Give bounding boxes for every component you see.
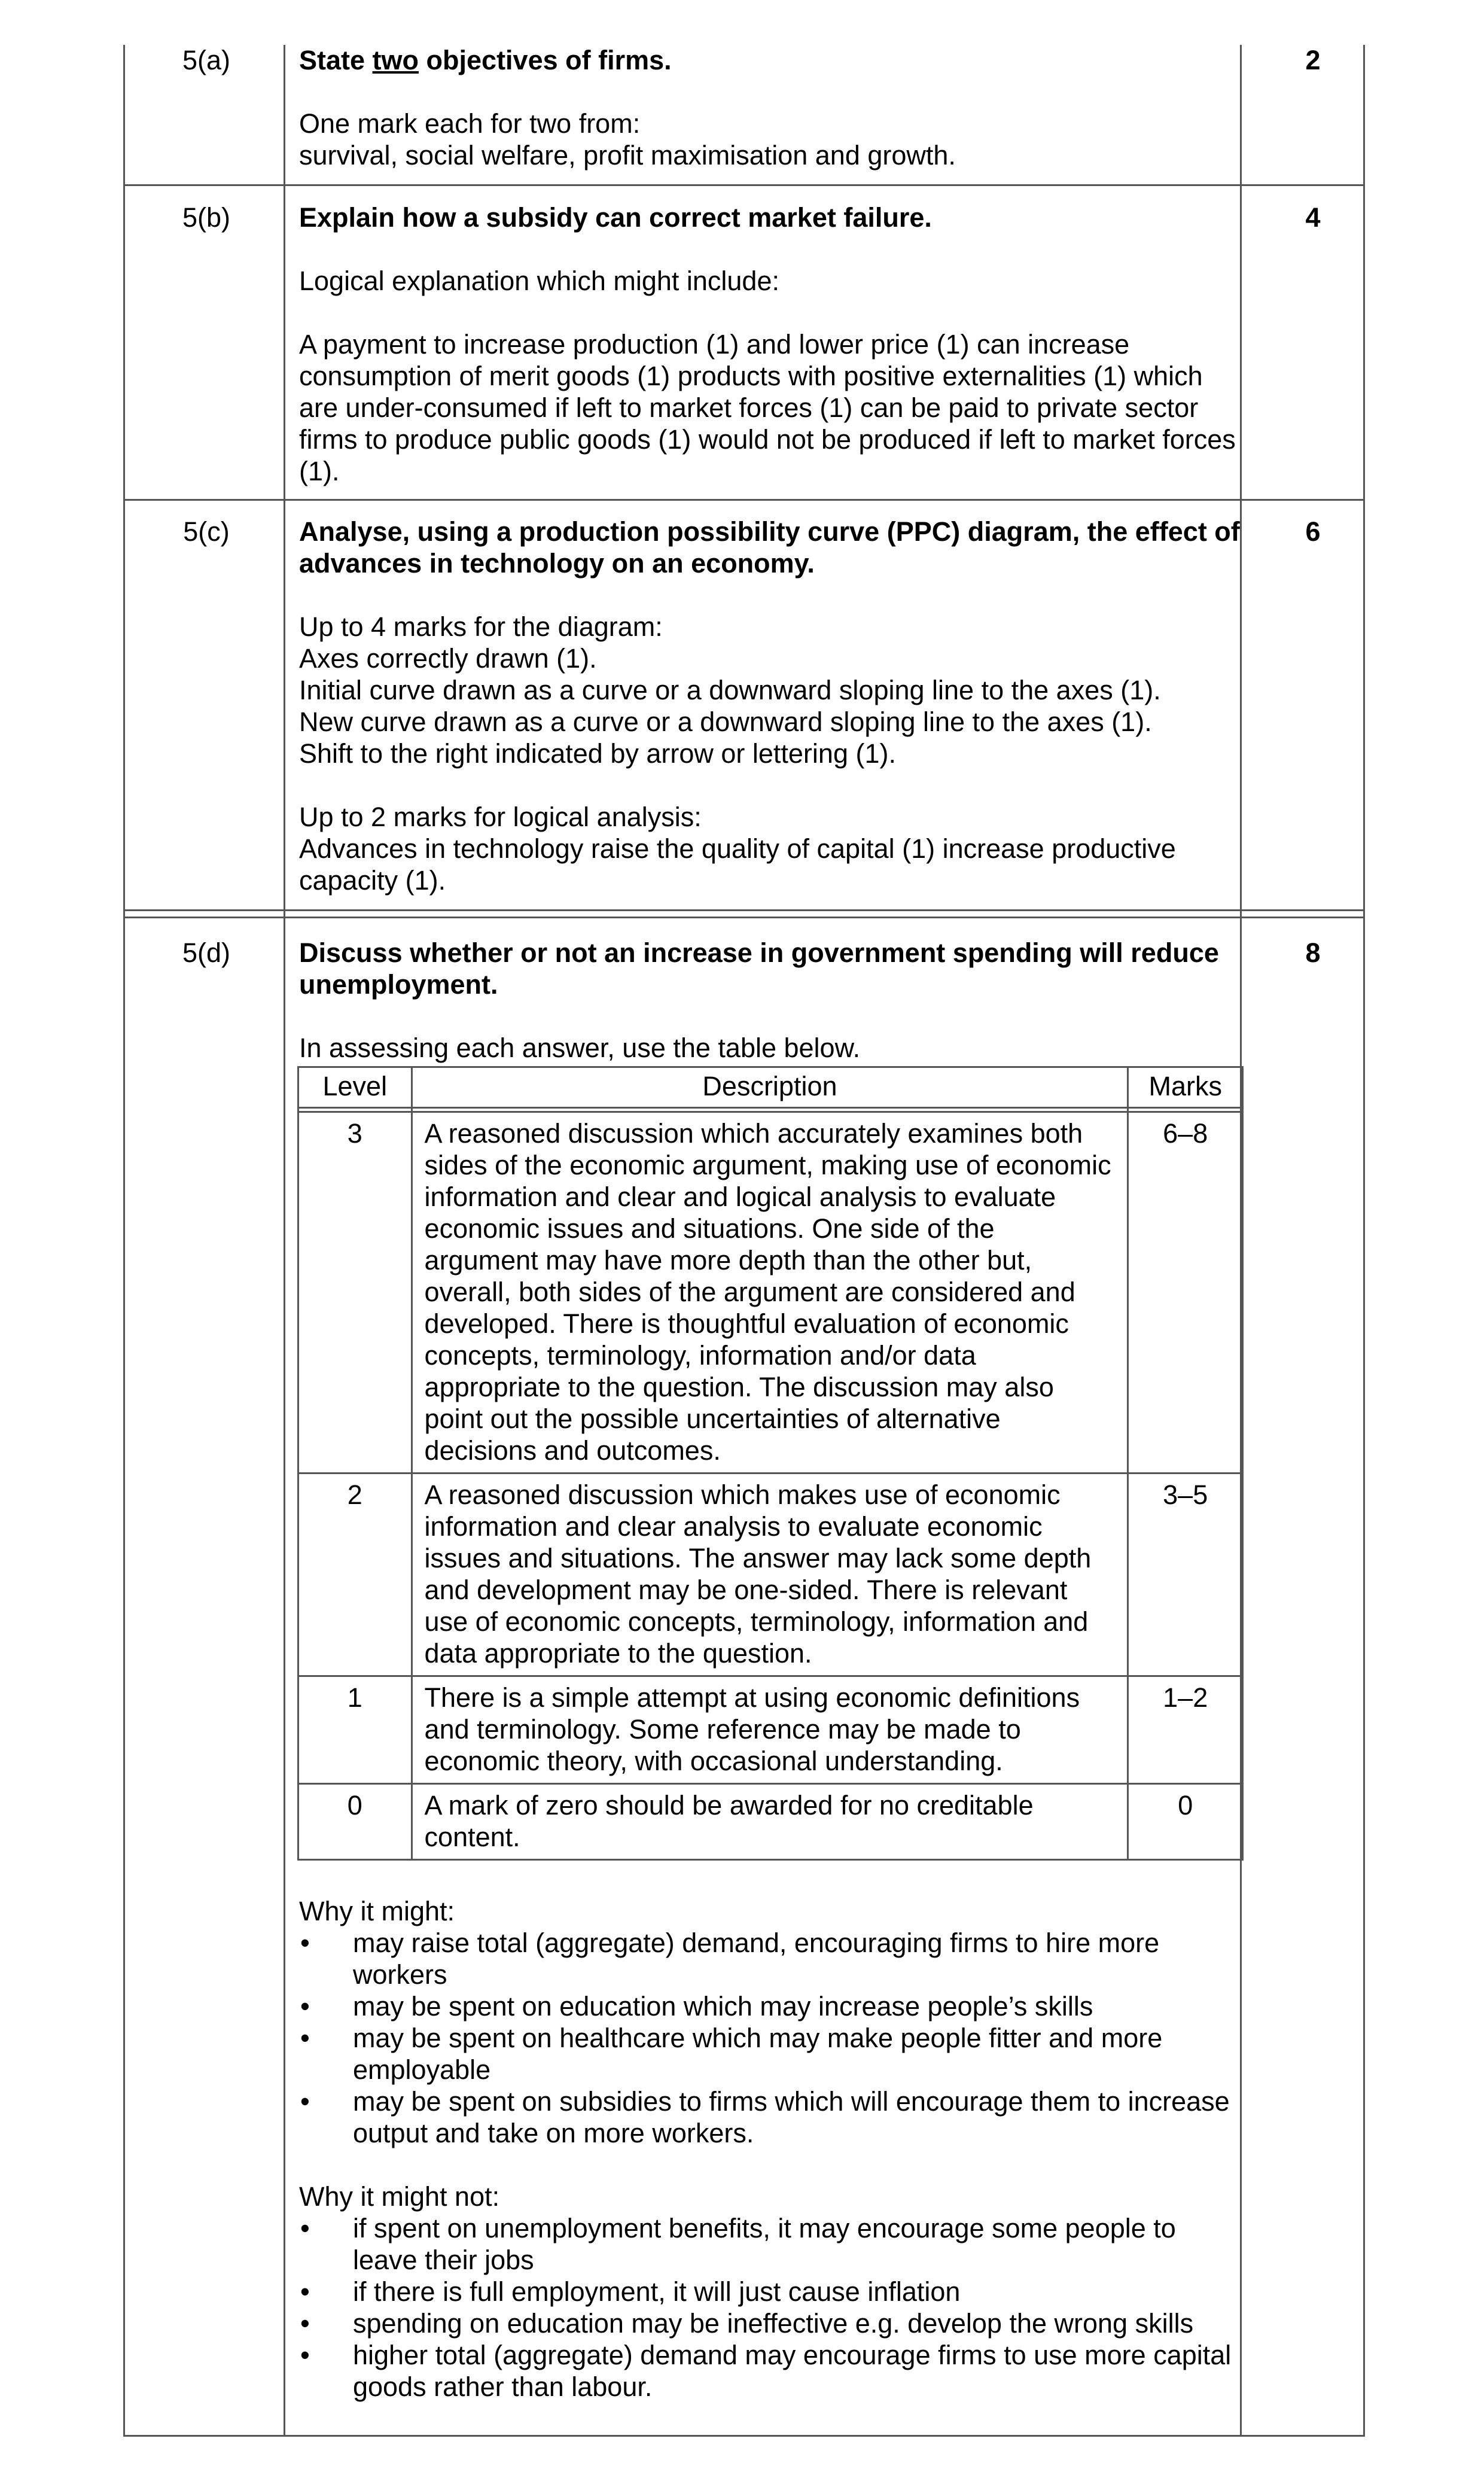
answer-5c-analysis: Advances in technology raise the quality of capital (1) increase productive capacity (1). [299,833,1176,896]
table-border-col1 [284,45,285,2437]
list-item: • higher total (aggregate) demand may encourage firms to use more capital goods rather than labour. [299,2339,1244,2403]
marks-cell: 1–2 [1128,1676,1243,1784]
table-border-bottom [123,2435,1365,2437]
marks-cell: 6–8 [1128,1112,1243,1474]
table-row [298,1474,1243,1676]
table-row [298,1112,1243,1474]
answer-5c-diagram-heading: Up to 4 marks for the diagram: [299,611,663,642]
description-cell: A mark of zero should be awarded for no creditable content. [412,1784,1128,1860]
answer-5a-line-1: One mark each for two from: [299,108,641,139]
marks-5c: 6 [1305,516,1321,547]
list-item: • if spent on unemployment benefits, it may encourage some people to leave their jobs [299,2212,1244,2276]
header-description: Description [412,1067,1128,1108]
list-item: • may be spent on education which may increase people’s skills [299,1990,1244,2022]
answer-5c-diagram-point: New curve drawn as a curve or a downward sloping line to the axes (1). [299,707,1152,737]
level-cell: 2 [298,1474,412,1676]
list-item: • may be spent on subsidies to firms which will encourage them to increase output and take on more workers. [299,2086,1244,2149]
list-item: • may be spent on healthcare which may make people fitter and more employable [299,2022,1244,2086]
row-divider-5a-5b [123,184,1365,186]
question-number-5d: 5(d) [182,937,231,968]
row-divider-5c-5d-1 [123,909,1365,911]
marks-cell: 0 [1128,1784,1243,1860]
marks-5a: 2 [1305,45,1321,75]
description-cell: A reasoned discussion which makes use of economic information and clear analysis to evaluate economic issues and situations. The answer may lack some depth and development may be one-sided. There is relevant use of economic concepts, terminology, information and data appropriate to the question. [412,1474,1128,1676]
answer-5c-diagram-point: Axes correctly drawn (1). [299,643,597,674]
answer-5b-intro: Logical explanation which might include: [299,266,779,296]
answer-5b-body: A payment to increase production (1) and lower price (1) can increase consumption of merit goods (1) products with positive externalities (1) which are under-consumed if left to market forces (1) can be paid to private sector firms to produce public goods (1) would not be produced if left to market forces (1). [299,329,1236,486]
marks-cell: 3–5 [1128,1474,1243,1676]
marks-5b: 4 [1305,202,1321,233]
why-might-list [299,1927,1244,2149]
table-row [298,1784,1243,1860]
question-number-5a: 5(a) [182,45,231,75]
list-item: • may raise total (aggregate) demand, encouraging firms to hire more workers [299,1927,1244,1990]
row-divider-5c-5d-2 [123,917,1365,918]
row-divider-5b-5c [123,499,1365,501]
answer-5a [299,44,1244,171]
answer-5c-analysis-heading: Up to 2 marks for logical analysis: [299,802,702,832]
level-cell: 1 [298,1676,412,1784]
question-number-5b: 5(b) [182,202,231,233]
list-item: • spending on education may be ineffective e.g. develop the wrong skills [299,2307,1244,2339]
why-might-not-list [299,2212,1244,2403]
table-border-left [123,45,125,2437]
question-number-5c: 5(c) [183,516,230,547]
question-5d-block [299,937,1244,1064]
answer-5c [299,516,1244,896]
header-marks: Marks [1128,1067,1243,1108]
list-item: • if there is full employment, it will just cause inflation [299,2276,1244,2307]
why-might-not-heading: Why it might not: [299,2181,500,2212]
table-border-right [1363,45,1365,2437]
level-cell: 3 [298,1112,412,1474]
answer-5b [299,202,1244,487]
question-5d: Discuss whether or not an increase in government spending will reduce unemployment. [299,937,1219,1000]
marks-5d: 8 [1305,937,1321,968]
level-cell: 0 [298,1784,412,1860]
question-5a: State two objectives of firms. [299,45,672,75]
description-cell: There is a simple attempt at using economic definitions and terminology. Some reference may be made to economic theory, with occasional understanding. [412,1676,1128,1784]
answer-5d-discussion [299,1895,1244,2403]
question-5c: Analyse, using a production possibility curve (PPC) diagram, the effect of advances in technology on an economy. [299,516,1240,579]
level-descriptor-table [297,1066,1244,1861]
answer-5c-diagram-point: Initial curve drawn as a curve or a downward sloping line to the axes (1). [299,675,1161,705]
table-row [298,1676,1243,1784]
answer-5a-line-2: survival, social welfare, profit maximisation and growth. [299,140,956,171]
description-cell: A reasoned discussion which accurately examines both sides of the economic argument, making use of economic information and clear and logical analysis to evaluate economic issues and situations. One side of the argument may have more depth than the other but, overall, both sides of the argument are considered and developed. There is thoughtful evaluation of economic concepts, terminology, information and/or data appropriate to the question. The discussion may also point out the possible uncertainties of alternative decisions and outcomes. [412,1112,1128,1474]
table-intro: In assessing each answer, use the table below. [299,1033,861,1063]
header-level: Level [298,1067,412,1108]
table-header-row [298,1067,1243,1108]
question-5b: Explain how a subsidy can correct market failure. [299,202,932,233]
why-might-heading: Why it might: [299,1896,455,1926]
answer-5c-diagram-point: Shift to the right indicated by arrow or lettering (1). [299,738,896,769]
